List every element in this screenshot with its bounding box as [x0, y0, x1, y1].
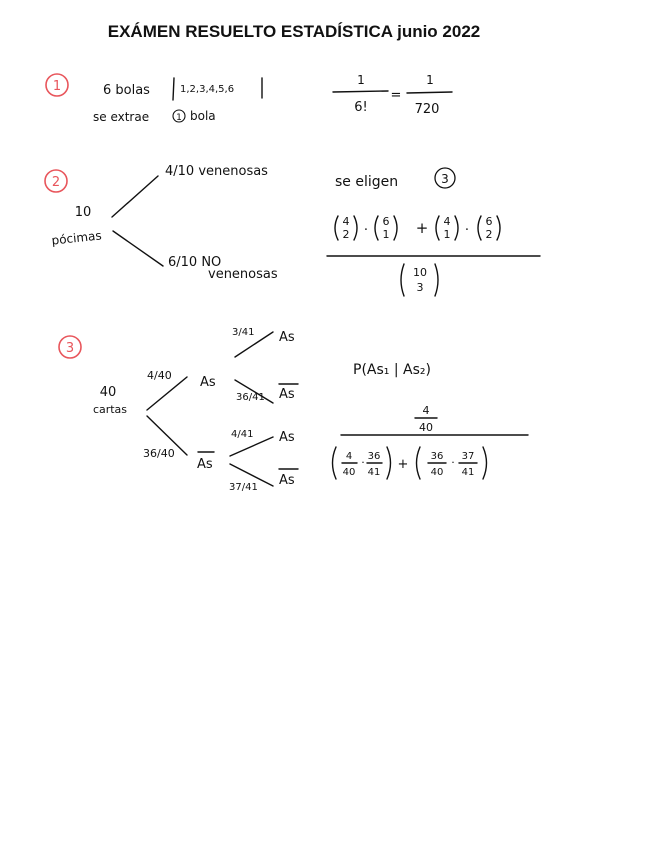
question-number: 2	[51, 175, 61, 190]
paren-close	[455, 216, 458, 240]
paren-open	[436, 216, 439, 240]
numerator-bottom: 40	[419, 421, 433, 434]
paren-close	[394, 216, 397, 240]
question-1	[46, 73, 452, 124]
comb-bottom: 1	[443, 228, 451, 241]
paren-close	[435, 264, 438, 296]
paren-open	[478, 216, 481, 240]
node-label: As	[200, 375, 216, 390]
fraction1-numerator: 1	[357, 73, 365, 87]
fraction-top: 36	[430, 451, 444, 462]
fraction-bottom: 40	[430, 467, 444, 478]
dot: ·	[363, 223, 369, 238]
tree-branch-top	[112, 176, 158, 217]
numerator-top: 4	[422, 404, 430, 417]
numerator-expression	[335, 215, 500, 241]
balls-text: 6 bolas	[103, 83, 150, 98]
dot: ·	[361, 456, 365, 469]
dot: ·	[451, 456, 455, 469]
comb-bottom: 3	[416, 281, 424, 294]
paren-close	[387, 447, 391, 479]
comb-top: 10	[413, 266, 427, 279]
comb-top: 6	[485, 215, 493, 228]
page-title: EXÁMEN RESUELTO ESTADÍSTICA junio 2022	[107, 22, 481, 41]
branch-bottom-label: 6/10 NO	[168, 255, 222, 270]
fraction-top: 4	[345, 451, 353, 462]
tree-branch-bottom	[113, 231, 163, 266]
node-label-complement: As	[197, 457, 213, 472]
comb-top: 4	[342, 215, 350, 228]
set-left-bar	[173, 78, 174, 100]
node-label-complement: As	[279, 473, 295, 488]
fraction-bottom: 41	[367, 467, 381, 478]
fraction2-denominator: 720	[414, 102, 440, 117]
paren-open	[335, 216, 338, 240]
conditional-probability: P(As₁ | As₂)	[353, 362, 431, 378]
comb-bottom: 1	[382, 228, 390, 241]
circled-one-digit: 1	[176, 113, 182, 123]
question-3	[59, 327, 528, 493]
branch-label: 4/41	[231, 429, 254, 440]
node-label: As	[279, 430, 295, 445]
question-number: 1	[52, 79, 62, 94]
fraction-top: 36	[367, 451, 381, 462]
paren-close	[483, 447, 487, 479]
ball-set: 1,2,3,4,5,6	[180, 84, 235, 95]
equals-sign: =	[390, 88, 402, 103]
denominator-expression	[333, 447, 487, 479]
fraction-top: 37	[461, 451, 475, 462]
question-2	[45, 164, 540, 296]
root-label: pócimas	[50, 228, 103, 248]
comb-top: 6	[382, 215, 390, 228]
dot: ·	[464, 223, 470, 238]
fraction1-denominator: 6!	[354, 100, 368, 115]
paren-open	[375, 216, 378, 240]
branch-label: 4/40	[147, 369, 172, 382]
branch-top-label: 4/10 venenosas	[165, 164, 268, 179]
fraction2-numerator: 1	[426, 73, 434, 87]
fraction2-bar	[407, 92, 452, 93]
circled-three-digit: 3	[441, 172, 449, 186]
choose-text: se eligen	[335, 174, 399, 190]
comb-bottom: 2	[485, 228, 493, 241]
bola-text: bola	[190, 109, 216, 123]
branch-label: 36/41	[236, 392, 265, 403]
denominator-expression	[401, 264, 438, 296]
paren-open	[333, 447, 337, 479]
root-count: 10	[74, 205, 92, 220]
question-number: 3	[65, 341, 75, 356]
extract-text: se extrae	[93, 110, 150, 124]
branch-bottom-label-2: venenosas	[208, 267, 278, 282]
node-label-complement: As	[279, 387, 295, 402]
paren-close	[354, 216, 357, 240]
node-label: As	[279, 330, 295, 345]
plus-sign: +	[397, 457, 409, 472]
plus-sign: +	[415, 219, 429, 237]
fraction-bottom: 40	[342, 467, 356, 478]
fraction1-bar	[333, 91, 388, 92]
branch-label: 37/41	[229, 482, 258, 493]
branch-label: 36/40	[143, 447, 175, 460]
paren-open	[401, 264, 404, 296]
fraction-bottom: 41	[461, 467, 475, 478]
comb-bottom: 2	[342, 228, 350, 241]
paren-open	[417, 447, 421, 479]
comb-top: 4	[443, 215, 451, 228]
root-count: 40	[99, 385, 117, 400]
root-label: cartas	[92, 403, 128, 416]
branch-label: 3/41	[232, 327, 255, 338]
paren-close	[497, 216, 500, 240]
